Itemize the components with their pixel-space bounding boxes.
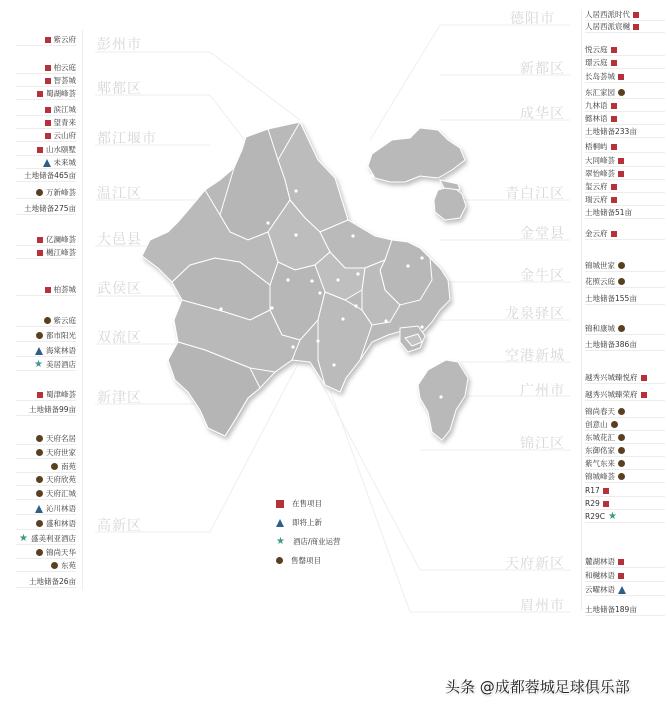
- sold-out-circle-icon: [611, 421, 618, 428]
- project-item: 东苑: [51, 559, 76, 572]
- on-sale-square-icon: [37, 392, 43, 398]
- project-item: 九林语: [585, 99, 617, 112]
- district-label-dujiangyan: 都江堰市: [97, 131, 157, 147]
- project-item: 大同峰荟: [585, 154, 624, 167]
- project-item: 智荟城: [45, 74, 77, 87]
- project-item: 锦尚春天: [585, 405, 625, 418]
- district-label-longquanyi: 龙泉驿区: [505, 306, 565, 322]
- on-sale-square-icon: [633, 24, 639, 30]
- legend-on-sale: 在售项目: [276, 494, 341, 513]
- project-item: 土地储备233亩: [585, 125, 637, 138]
- on-sale-square-icon: [45, 120, 51, 126]
- project-item: 土地储备155亩: [585, 292, 637, 305]
- project-item: 翠怡峰荟: [585, 167, 624, 180]
- on-sale-square-icon: [641, 392, 647, 398]
- project-item: 东汇家园: [585, 86, 625, 99]
- sold-out-circle-icon: [36, 520, 43, 527]
- legend-hotel-commercial: ★ 酒店/商业运营: [276, 535, 341, 547]
- project-item: 璟云庭: [585, 56, 617, 69]
- on-sale-square-icon: [45, 78, 51, 84]
- project-item: R29C ★: [585, 510, 617, 523]
- on-sale-square-icon: [37, 237, 43, 243]
- sold-out-circle-icon: [36, 435, 43, 442]
- project-item: 蜀湖峰荟: [37, 87, 76, 100]
- district-label-jinjiang: 锦江区: [520, 436, 565, 452]
- on-sale-square-icon: [611, 184, 617, 190]
- hotel-star-icon: ★: [276, 535, 285, 547]
- project-item: 天府名居: [36, 432, 76, 445]
- district-label-shuangliu: 双流区: [97, 330, 142, 346]
- project-item: 越秀兴城臻荣府: [585, 388, 647, 401]
- project-item: 紫云府: [45, 33, 77, 46]
- project-item: 越秀兴城臻悦府: [585, 371, 647, 384]
- project-item: 滨江城: [45, 103, 77, 116]
- on-sale-square-icon: [37, 91, 43, 97]
- on-sale-square-icon: [603, 488, 609, 494]
- project-item: 紫云庭: [44, 314, 77, 327]
- project-item: ★ 盛美利亚酒店: [19, 532, 76, 545]
- on-sale-square-icon: [618, 74, 624, 80]
- on-sale-square-icon: [611, 231, 617, 237]
- sold-out-circle-icon: [51, 463, 58, 470]
- project-item: 沁川林语: [35, 502, 76, 515]
- on-sale-square-icon: [611, 103, 617, 109]
- project-item: 土地储备189亩: [585, 603, 637, 616]
- hotel-star-icon: ★: [19, 532, 28, 544]
- project-item: 蜀津峰荟: [37, 388, 76, 401]
- project-item: 土地储备386亩: [585, 338, 637, 351]
- district-label-wenjiang: 温江区: [97, 186, 142, 202]
- project-item: 天府欣苑: [36, 473, 76, 486]
- district-label-tianfu: 天府新区: [505, 556, 565, 572]
- district-label-dayi: 大邑县: [97, 232, 142, 248]
- project-item: 海棠林语: [35, 344, 76, 357]
- project-item: 都市阳光: [36, 329, 76, 342]
- sold-out-circle-icon: [36, 449, 43, 456]
- project-item: 锦城世家: [585, 259, 625, 272]
- legend-upcoming: 即将上新: [276, 513, 341, 532]
- district-label-konggang: 空港新城: [505, 348, 565, 364]
- district-label-guangzhou: 广州市: [520, 383, 565, 399]
- project-item: 锦尚天华: [36, 546, 76, 559]
- district-label-xinjin: 新津区: [97, 390, 142, 406]
- project-item: 创意山: [585, 418, 618, 431]
- project-item: 土地储备51亩: [585, 206, 632, 219]
- on-sale-square-icon: [633, 12, 639, 18]
- project-item: 人居西派时代: [585, 8, 639, 21]
- district-label-wuhou: 武侯区: [97, 281, 142, 297]
- district-label-qingbaijiang: 青白江区: [505, 186, 565, 202]
- project-item: 南苑: [51, 460, 76, 473]
- project-item: 亿澜峰荟: [37, 233, 76, 246]
- on-sale-square-icon: [45, 107, 51, 113]
- project-item: 柏荟城: [45, 283, 77, 296]
- sold-out-circle-icon: [618, 408, 625, 415]
- project-item: 未来城: [43, 156, 77, 169]
- on-sale-square-icon: [45, 287, 51, 293]
- project-item: 和樾林语: [585, 569, 624, 582]
- project-item: 山水颐墅: [37, 143, 76, 156]
- district-label-jintang: 金堂县: [520, 226, 565, 242]
- project-item: 瑞云府: [585, 193, 617, 206]
- sold-out-circle-icon: [618, 447, 625, 454]
- project-item: 花照云庭: [585, 275, 625, 288]
- on-sale-square-icon: [37, 147, 43, 153]
- sold-out-circle-icon: [276, 557, 283, 564]
- district-label-pidu: 郫都区: [97, 81, 142, 97]
- on-sale-square-icon: [618, 158, 624, 164]
- project-item: 土地储备99亩: [29, 403, 76, 416]
- project-item: 万新峰荟: [36, 186, 76, 199]
- project-item: 锦城峰荟: [585, 470, 625, 483]
- upcoming-triangle-icon: [618, 586, 626, 594]
- on-sale-square-icon: [45, 133, 51, 139]
- sold-out-circle-icon: [36, 549, 43, 556]
- on-sale-square-icon: [45, 65, 51, 71]
- project-item: 云山府: [45, 129, 77, 142]
- project-item: 紫气东来: [585, 457, 625, 470]
- project-item: 天府世家: [36, 446, 76, 459]
- project-item: 天府汇城: [36, 487, 76, 500]
- on-sale-square-icon: [603, 501, 609, 507]
- on-sale-square-icon: [37, 250, 43, 256]
- project-item: ★ 美居酒店: [34, 358, 76, 371]
- district-label-jinniu: 金牛区: [520, 268, 565, 284]
- upcoming-triangle-icon: [35, 347, 43, 355]
- project-item: 悦云庭: [585, 43, 617, 56]
- district-label-chenghua: 成华区: [520, 106, 565, 122]
- sold-out-circle-icon: [618, 89, 625, 96]
- sold-out-circle-icon: [618, 434, 625, 441]
- project-item: 长岛荟城: [585, 70, 624, 83]
- map-legend: [276, 494, 341, 570]
- project-item: R29: [585, 497, 609, 510]
- district-label-pengzhou: 彭州市: [97, 37, 142, 53]
- sold-out-circle-icon: [618, 460, 625, 467]
- on-sale-square-icon: [618, 559, 624, 565]
- district-label-meizhou: 眉州市: [520, 598, 565, 614]
- sold-out-circle-icon: [44, 317, 51, 324]
- project-item: 土地储备26亩: [29, 575, 76, 588]
- sold-out-circle-icon: [618, 325, 625, 332]
- on-sale-square-icon: [611, 60, 617, 66]
- project-item: 梧桐屿: [585, 140, 617, 153]
- project-item: 土地储备275亩: [24, 202, 76, 215]
- project-item: 云曜林语: [585, 583, 626, 596]
- district-label-deyang: 德阳市: [510, 11, 555, 27]
- project-item: 锦和康城: [585, 322, 625, 335]
- project-item: 麓湖林语: [585, 555, 624, 568]
- project-item: 东城花汇: [585, 431, 625, 444]
- project-item: 东御佲家: [585, 444, 625, 457]
- project-item: 樾江峰荟: [37, 246, 76, 259]
- sold-out-circle-icon: [36, 490, 43, 497]
- on-sale-square-icon: [641, 375, 647, 381]
- project-item: 柏云庭: [45, 61, 77, 74]
- project-item: 金云府: [585, 227, 617, 240]
- hotel-star-icon: ★: [34, 358, 43, 370]
- upcoming-triangle-icon: [276, 519, 284, 527]
- sold-out-circle-icon: [36, 189, 43, 196]
- on-sale-square-icon: [276, 500, 284, 508]
- project-item: 土地储备465亩: [24, 169, 76, 182]
- sold-out-circle-icon: [618, 278, 625, 285]
- watermark-footer: 头条 @成都蓉城足球俱乐部: [445, 678, 630, 696]
- hotel-star-icon: ★: [608, 510, 617, 522]
- project-item: 玺云府: [585, 180, 617, 193]
- district-label-xindu: 新都区: [520, 61, 565, 77]
- on-sale-square-icon: [618, 573, 624, 579]
- on-sale-square-icon: [618, 171, 624, 177]
- on-sale-square-icon: [45, 37, 51, 43]
- on-sale-square-icon: [611, 47, 617, 53]
- sold-out-circle-icon: [618, 473, 625, 480]
- on-sale-square-icon: [611, 144, 617, 150]
- project-item: R17: [585, 484, 609, 497]
- on-sale-square-icon: [611, 197, 617, 203]
- upcoming-triangle-icon: [35, 505, 43, 513]
- project-item: 懿林语: [585, 112, 617, 125]
- on-sale-square-icon: [611, 116, 617, 122]
- sold-out-circle-icon: [36, 332, 43, 339]
- legend-sold-out: 售罄项目: [276, 551, 341, 570]
- project-item: 盛和林语: [36, 517, 76, 530]
- project-item: 望青来: [45, 116, 77, 129]
- sold-out-circle-icon: [618, 262, 625, 269]
- sold-out-circle-icon: [36, 476, 43, 483]
- project-item: 人居西派宸樾: [585, 20, 639, 33]
- district-label-gaoxin: 高新区: [97, 518, 142, 534]
- sold-out-circle-icon: [51, 562, 58, 569]
- upcoming-triangle-icon: [43, 159, 51, 167]
